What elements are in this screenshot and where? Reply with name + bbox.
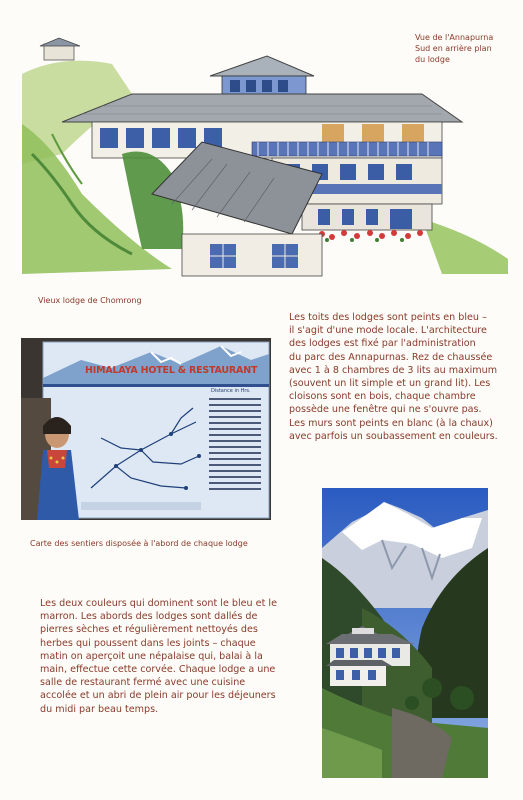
text-line: cloisons sont en bois, chaque chambre (289, 391, 476, 403)
lodge-watercolor-illustration (22, 34, 508, 284)
mountain-lodge-photo (322, 488, 488, 778)
annapurna-caption (415, 32, 493, 65)
text-line: main, effectue cette corvée. Chaque lodge a une (40, 664, 276, 676)
map-caption: Carte des sentiers disposée à l'abord de chaque lodge (30, 539, 248, 548)
text-line: avec 1 à 8 chambres de 3 lits au maximum (289, 364, 498, 376)
text-line: salle de restaurant fermé avec une cuisine (40, 677, 246, 689)
text-line: du parc des Annapurnas. Rez de chaussée (289, 351, 493, 363)
text-line: Les deux couleurs qui dominent sont le bleu et le (40, 598, 277, 609)
sign-title: HIMALAYA HOTEL & RESTAURANT (85, 365, 258, 376)
text-line: possède une fenêtre qui ne s'ouvre pas. (289, 404, 482, 416)
text-line: (souvent un lit simple et un grand lit). Les (289, 378, 491, 390)
chomrong-caption: Vieux lodge de Chomrong (38, 296, 142, 305)
caption-line: du lodge (415, 55, 450, 64)
text-line: avec parfois un soubassement en couleurs. (289, 430, 498, 442)
text-line: matin on aperçoit une népalaise qui, balai à la (40, 650, 263, 662)
text-line: des lodges est fixé par l'administration (289, 338, 476, 350)
text-line: accolée et un abri de plein air pour les déjeuners (40, 690, 276, 702)
sign-subtitle: Distance in Hrs. (211, 388, 251, 394)
paragraph-architecture (289, 311, 514, 443)
paragraph-colors (40, 597, 290, 716)
text-line: pierres sèches et régulièrement nettoyés des (40, 624, 258, 636)
text-line: marron. Les abords des lodges sont dallés de (40, 611, 258, 623)
trail-map-sign-photo (21, 338, 271, 520)
text-line: du midi par beau temps. (40, 703, 159, 715)
caption-line: Vue de l'Annapurna (415, 33, 494, 42)
caption-line: Sud en arrière plan (415, 44, 492, 53)
text-line: Les toits des lodges sont peints en bleu – (289, 312, 487, 323)
text-line: herbes qui poussent dans les joints – chaque (40, 637, 256, 649)
text-line: Les murs sont peints en blanc (à la chaux) (289, 417, 493, 429)
text-line: il s'agit d'une mode locale. L'architecture (289, 325, 487, 337)
